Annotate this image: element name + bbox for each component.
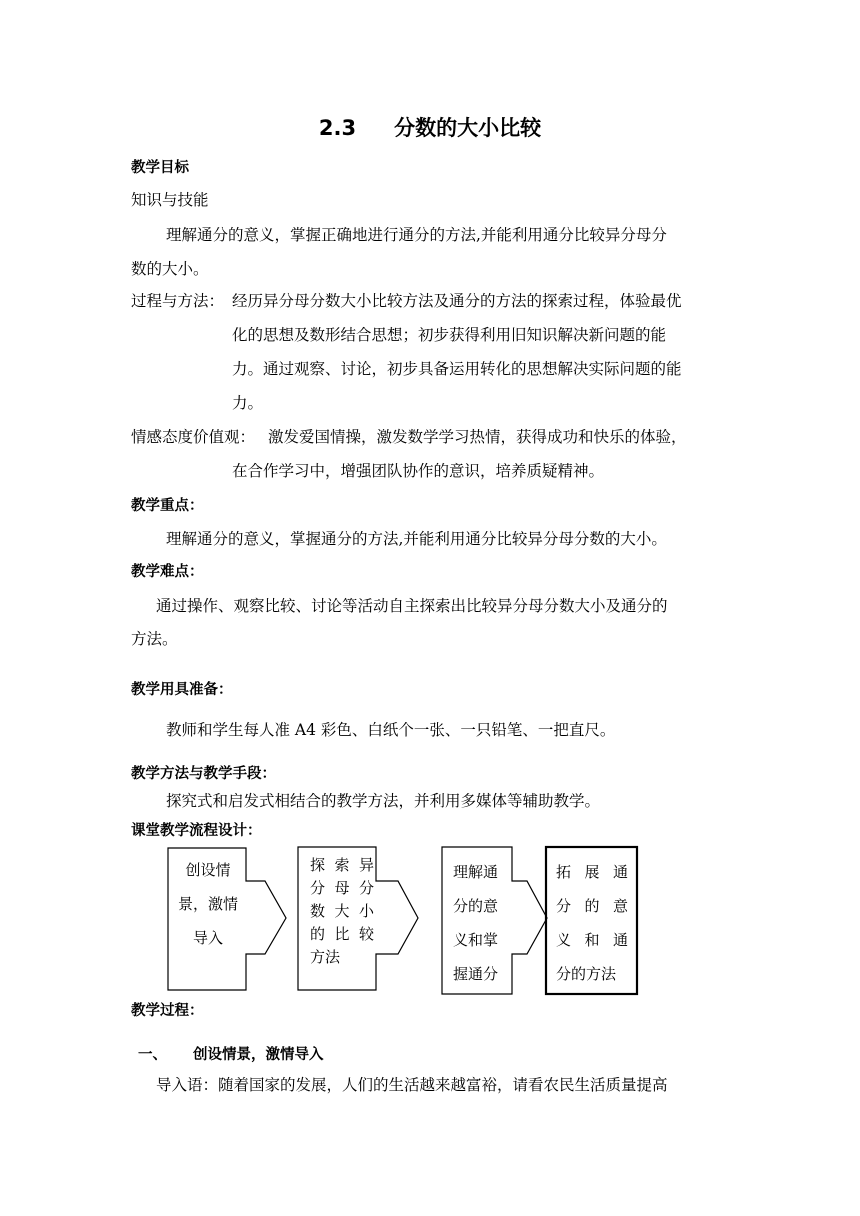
process-line-3: 力。通过观察、讨论，初步具备运用转化的思想解决实际问题的能 bbox=[232, 360, 682, 378]
methods-heading: 教学方法与教学手段： bbox=[131, 766, 276, 782]
flow-step-1-line-1: 创设情 bbox=[185, 861, 231, 879]
flow-step-2-line-2: 分 母 分 bbox=[310, 879, 374, 897]
process-label: 过程与方法： bbox=[131, 292, 225, 310]
key-points-heading: 教学重点： bbox=[131, 498, 204, 514]
process-heading: 教学过程： bbox=[131, 1003, 204, 1019]
difficulties-heading: 教学难点： bbox=[131, 564, 204, 580]
difficulties-line-2: 方法。 bbox=[131, 630, 178, 648]
attitude-line-1: 激发爱国情操，激发数学学习热情，获得成功和快乐的体验， bbox=[268, 428, 687, 446]
flow-step-3-line-1: 理解通 bbox=[453, 863, 499, 881]
attitude-line-2: 在合作学习中，增强团队协作的意识，培养质疑精神。 bbox=[232, 462, 605, 480]
process-line-4: 力。 bbox=[232, 394, 264, 412]
process-line-2: 化的思想及数形结合思想；初步获得利用旧知识解决新问题的能 bbox=[232, 326, 667, 344]
title-text: 分数的大小比较 bbox=[394, 116, 542, 140]
flow-step-4-line-1: 拓 展 通 bbox=[556, 863, 628, 881]
flow-step-2-line-1: 探 索 异 bbox=[310, 856, 374, 874]
process-line-1: 经历异分母分数大小比较方法及通分的方法的探索过程，体验最优 bbox=[232, 292, 682, 310]
knowledge-line-1: 理解通分的意义，掌握正确地进行通分的方法,并能利用通分比较异分母分 bbox=[166, 226, 667, 244]
flow-step-2-line-4: 的 比 较 bbox=[310, 925, 374, 943]
flow-step-1-line-2: 景，激情 bbox=[177, 895, 238, 913]
flow-step-3-line-3: 义和掌 bbox=[453, 931, 499, 949]
flow-heading: 课堂教学流程设计： bbox=[131, 823, 262, 839]
flow-step-2-line-5: 方法 bbox=[310, 948, 341, 966]
flow-step-2-line-3: 数 大 小 bbox=[310, 902, 374, 920]
flow-step-4-line-4: 分的方法 bbox=[556, 965, 617, 983]
tools-heading: 教学用具准备： bbox=[131, 682, 233, 698]
methods-line-1: 探究式和启发式相结合的教学方法，并利用多媒体等辅助教学。 bbox=[166, 792, 601, 810]
title-number: 2.3 bbox=[318, 116, 357, 140]
knowledge-heading: 知识与技能 bbox=[131, 191, 209, 209]
intro-line-1: 导入语：随着国家的发展，人们的生活越来越富裕，请看农民生活质量提高 bbox=[156, 1076, 668, 1094]
attitude-label: 情感态度价值观： bbox=[131, 428, 256, 446]
flow-step-3-line-4: 握通分 bbox=[453, 965, 499, 983]
section-1-title: 创设情景，激情导入 bbox=[193, 1047, 324, 1063]
flow-step-1-line-3: 导入 bbox=[192, 929, 223, 947]
objectives-heading: 教学目标 bbox=[131, 160, 189, 176]
knowledge-line-2: 数的大小。 bbox=[131, 260, 209, 278]
tools-line-1: 教师和学生每人准 A4 彩色、白纸个一张、一只铅笔、一把直尺。 bbox=[166, 721, 616, 739]
section-1-number: 一、 bbox=[138, 1047, 167, 1063]
flow-step-4-line-3: 义 和 通 bbox=[556, 931, 628, 949]
flow-step-3-line-2: 分的意 bbox=[453, 897, 499, 915]
key-points-line-1: 理解通分的意义，掌握通分的方法,并能利用通分比较异分母分数的大小。 bbox=[166, 530, 667, 548]
flow-step-4-line-2: 分 的 意 bbox=[556, 897, 628, 915]
difficulties-line-1: 通过操作、观察比较、讨论等活动自主探索出比较异分母分数大小及通分的 bbox=[156, 597, 668, 615]
